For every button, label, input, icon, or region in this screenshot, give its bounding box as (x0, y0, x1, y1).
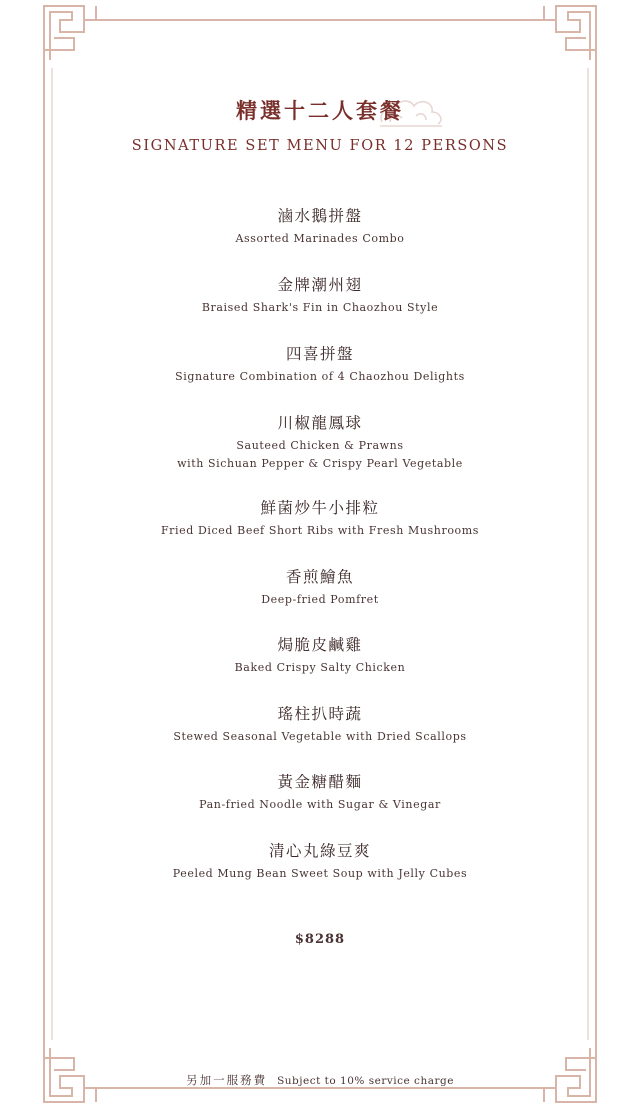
chinese-lattice-corner-icon (40, 1036, 132, 1106)
dish-name-english: Signature Combination of 4 Chaozhou Delights (175, 370, 465, 383)
dish-name-chinese: 四喜拼盤 (285, 345, 354, 363)
dish-name-chinese: 滷水鵝拼盤 (277, 207, 363, 225)
dish-name-english: Assorted Marinades Combo (235, 232, 405, 245)
chinese-lattice-corner-icon (508, 1036, 600, 1106)
dish-name-english: Braised Shark's Fin in Chaozhou Style (201, 301, 439, 314)
dish-name-english-line2: with Sichuan Pepper & Crispy Pearl Vegetable (177, 456, 463, 470)
dish-name-chinese: 黃金糖醋麵 (277, 773, 363, 791)
dish-name-english: Deep-fried Pomfret (261, 593, 379, 606)
dish-item (0, 344, 640, 386)
dish-item (0, 567, 640, 609)
dish-item (0, 498, 640, 540)
dish-name-chinese: 清心丸綠豆爽 (268, 842, 371, 860)
dish-name-english: Baked Crispy Salty Chicken (234, 661, 406, 674)
dish-item (0, 413, 640, 472)
dish-name-chinese: 川椒龍鳳球 (277, 414, 363, 432)
dish-item (0, 275, 640, 317)
menu-header (0, 96, 640, 156)
dish-name-english: Stewed Seasonal Vegetable with Dried Scallops (173, 730, 467, 743)
dish-item (0, 841, 640, 883)
dish-item (0, 772, 640, 814)
menu-title-english: SIGNATURE SET MENU FOR 12 PERSONS (131, 138, 509, 154)
service-charge-chinese: 另加一服務費 (186, 1073, 268, 1087)
dish-name-english: Fried Diced Beef Short Ribs with Fresh Mushrooms (160, 524, 480, 537)
menu-price: $8288 (294, 932, 346, 947)
dish-item (0, 704, 640, 746)
dish-name-chinese: 金牌潮州翅 (277, 276, 363, 294)
menu-title-chinese: 精選十二人套餐 (236, 98, 404, 123)
chinese-lattice-corner-icon (40, 2, 132, 72)
dish-item (0, 635, 640, 677)
dish-name-english: Sauteed Chicken & Prawns (236, 439, 404, 452)
dish-name-chinese: 焗脆皮鹹雞 (277, 636, 363, 654)
dish-name-chinese: 香煎鱠魚 (285, 568, 354, 586)
chinese-lattice-corner-icon (508, 2, 600, 72)
dish-name-chinese: 瑤柱扒時蔬 (277, 705, 363, 723)
dish-name-chinese: 鮮菌炒牛小排粒 (260, 499, 380, 517)
dish-name-english: Peeled Mung Bean Sweet Soup with Jelly Cubes (172, 867, 468, 880)
dish-name-english: Pan-fried Noodle with Sugar & Vinegar (199, 798, 441, 811)
service-charge-english: Subject to 10% service charge (277, 1075, 454, 1087)
dish-item (0, 206, 640, 248)
service-charge-note (0, 1072, 640, 1088)
